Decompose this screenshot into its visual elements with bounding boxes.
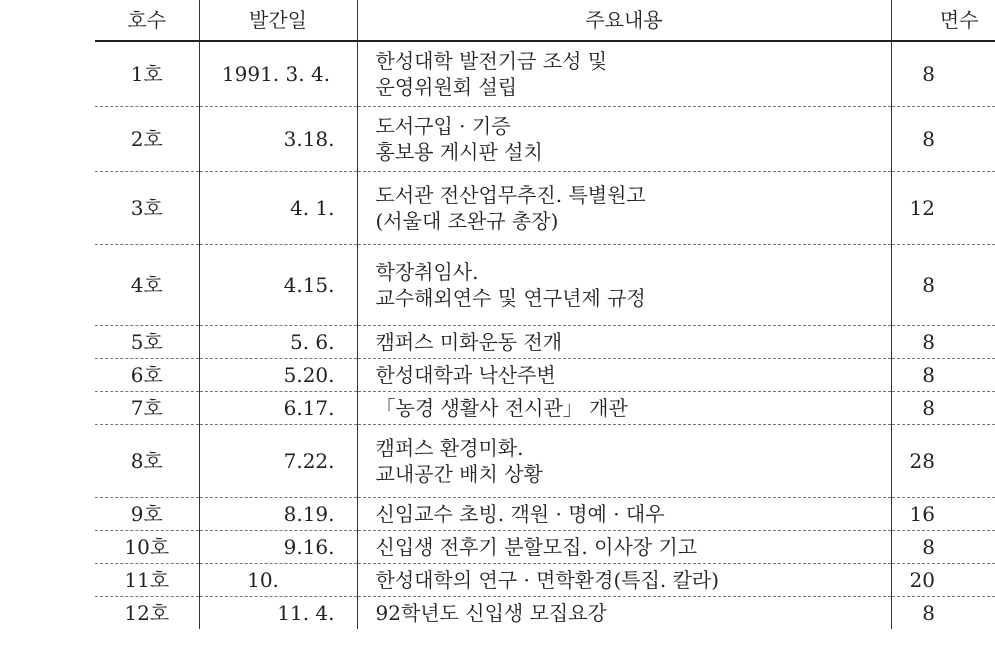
content-line: 한성대학 발전기금 조성 및 (375, 49, 608, 73)
issue-content (357, 41, 891, 107)
issue-date: 3.18. (199, 107, 357, 172)
content-line: 한성대학의 연구 · 면학환경(특집. 칼라) (375, 568, 720, 592)
issue-content (357, 564, 891, 597)
content-line: 운영위원회 설립 (375, 75, 518, 99)
issue-date: 5.20. (199, 359, 357, 392)
issue-number: 10호 (95, 531, 199, 564)
table-row (95, 498, 995, 531)
issue-content (357, 107, 891, 172)
issue-number: 7호 (95, 392, 199, 425)
content-line: (서울대 조완규 총장) (375, 209, 559, 233)
content-line: 홍보용 게시판 설치 (375, 140, 543, 164)
table-row (95, 245, 995, 326)
issue-content (357, 326, 891, 359)
table-row (95, 564, 995, 597)
table-row (95, 172, 995, 245)
table-row (95, 425, 995, 498)
issue-pages: 12 (891, 172, 995, 245)
issue-content (357, 597, 891, 630)
issue-date: 8.19. (199, 498, 357, 531)
header-date: 발간일 (199, 0, 357, 41)
issue-number: 3호 (95, 172, 199, 245)
table-row (95, 392, 995, 425)
newsletter-history-table (95, 0, 995, 629)
content-line: 신임교수 초빙. 객원 · 명예 · 대우 (375, 502, 665, 526)
issue-content (357, 531, 891, 564)
issue-pages: 8 (891, 245, 995, 326)
issue-number: 8호 (95, 425, 199, 498)
issue-pages: 8 (891, 597, 995, 630)
issue-pages: 20 (891, 564, 995, 597)
content-line: 교수해외연수 및 연구년제 규정 (375, 286, 646, 310)
issue-content (357, 498, 891, 531)
content-line: 「농경 생활사 전시관」 개관 (375, 396, 628, 420)
content-line: 교내공간 배치 상황 (375, 462, 543, 486)
issue-pages: 8 (891, 359, 995, 392)
table-header-row (95, 0, 995, 41)
table-row (95, 41, 995, 107)
issue-date: 7.22. (199, 425, 357, 498)
issue-number: 6호 (95, 359, 199, 392)
issue-number: 4호 (95, 245, 199, 326)
issue-number: 12호 (95, 597, 199, 630)
content-line: 도서관 전산업무추진. 특별원고 (375, 183, 646, 207)
issue-pages: 8 (891, 392, 995, 425)
issue-date: 4. 1. (199, 172, 357, 245)
issue-content (357, 172, 891, 245)
issue-content (357, 425, 891, 498)
issue-number: 2호 (95, 107, 199, 172)
content-line: 캠퍼스 환경미화. (375, 436, 524, 460)
header-content: 주요내용 (357, 0, 891, 41)
content-line: 학장취임사. (375, 260, 479, 284)
table-row (95, 326, 995, 359)
header-pages: 면수 (891, 0, 995, 41)
table-row (95, 597, 995, 630)
issue-content (357, 392, 891, 425)
issue-number: 5호 (95, 326, 199, 359)
issue-number: 9호 (95, 498, 199, 531)
issue-date: 4.15. (199, 245, 357, 326)
issue-number: 1호 (95, 41, 199, 107)
content-line: 92학년도 신입생 모집요강 (375, 601, 607, 625)
content-line: 한성대학과 낙산주변 (375, 363, 556, 387)
issue-pages: 16 (891, 498, 995, 531)
content-line: 도서구입 · 기증 (375, 114, 511, 138)
table-row (95, 531, 995, 564)
content-line: 캠퍼스 미화운동 전개 (375, 330, 563, 354)
issue-date: 6.17. (199, 392, 357, 425)
table-row (95, 359, 995, 392)
table-row (95, 107, 995, 172)
issue-pages: 28 (891, 425, 995, 498)
content-line: 신입생 전후기 분할모집. 이사장 기고 (375, 535, 698, 559)
issue-date: 5. 6. (199, 326, 357, 359)
issue-pages: 8 (922, 62, 935, 86)
issue-content (357, 245, 891, 326)
issue-number: 11호 (95, 564, 199, 597)
issue-content (357, 359, 891, 392)
issue-date: 9.16. (199, 531, 357, 564)
header-number: 호수 (95, 0, 199, 41)
issue-pages: 8 (891, 326, 995, 359)
issue-pages: 8 (891, 107, 995, 172)
issue-date: 11. 4. (199, 597, 357, 630)
issue-date: 1991. 3. 4. (199, 41, 357, 107)
issue-date: 10. (199, 564, 357, 597)
issue-pages: 8 (891, 531, 995, 564)
